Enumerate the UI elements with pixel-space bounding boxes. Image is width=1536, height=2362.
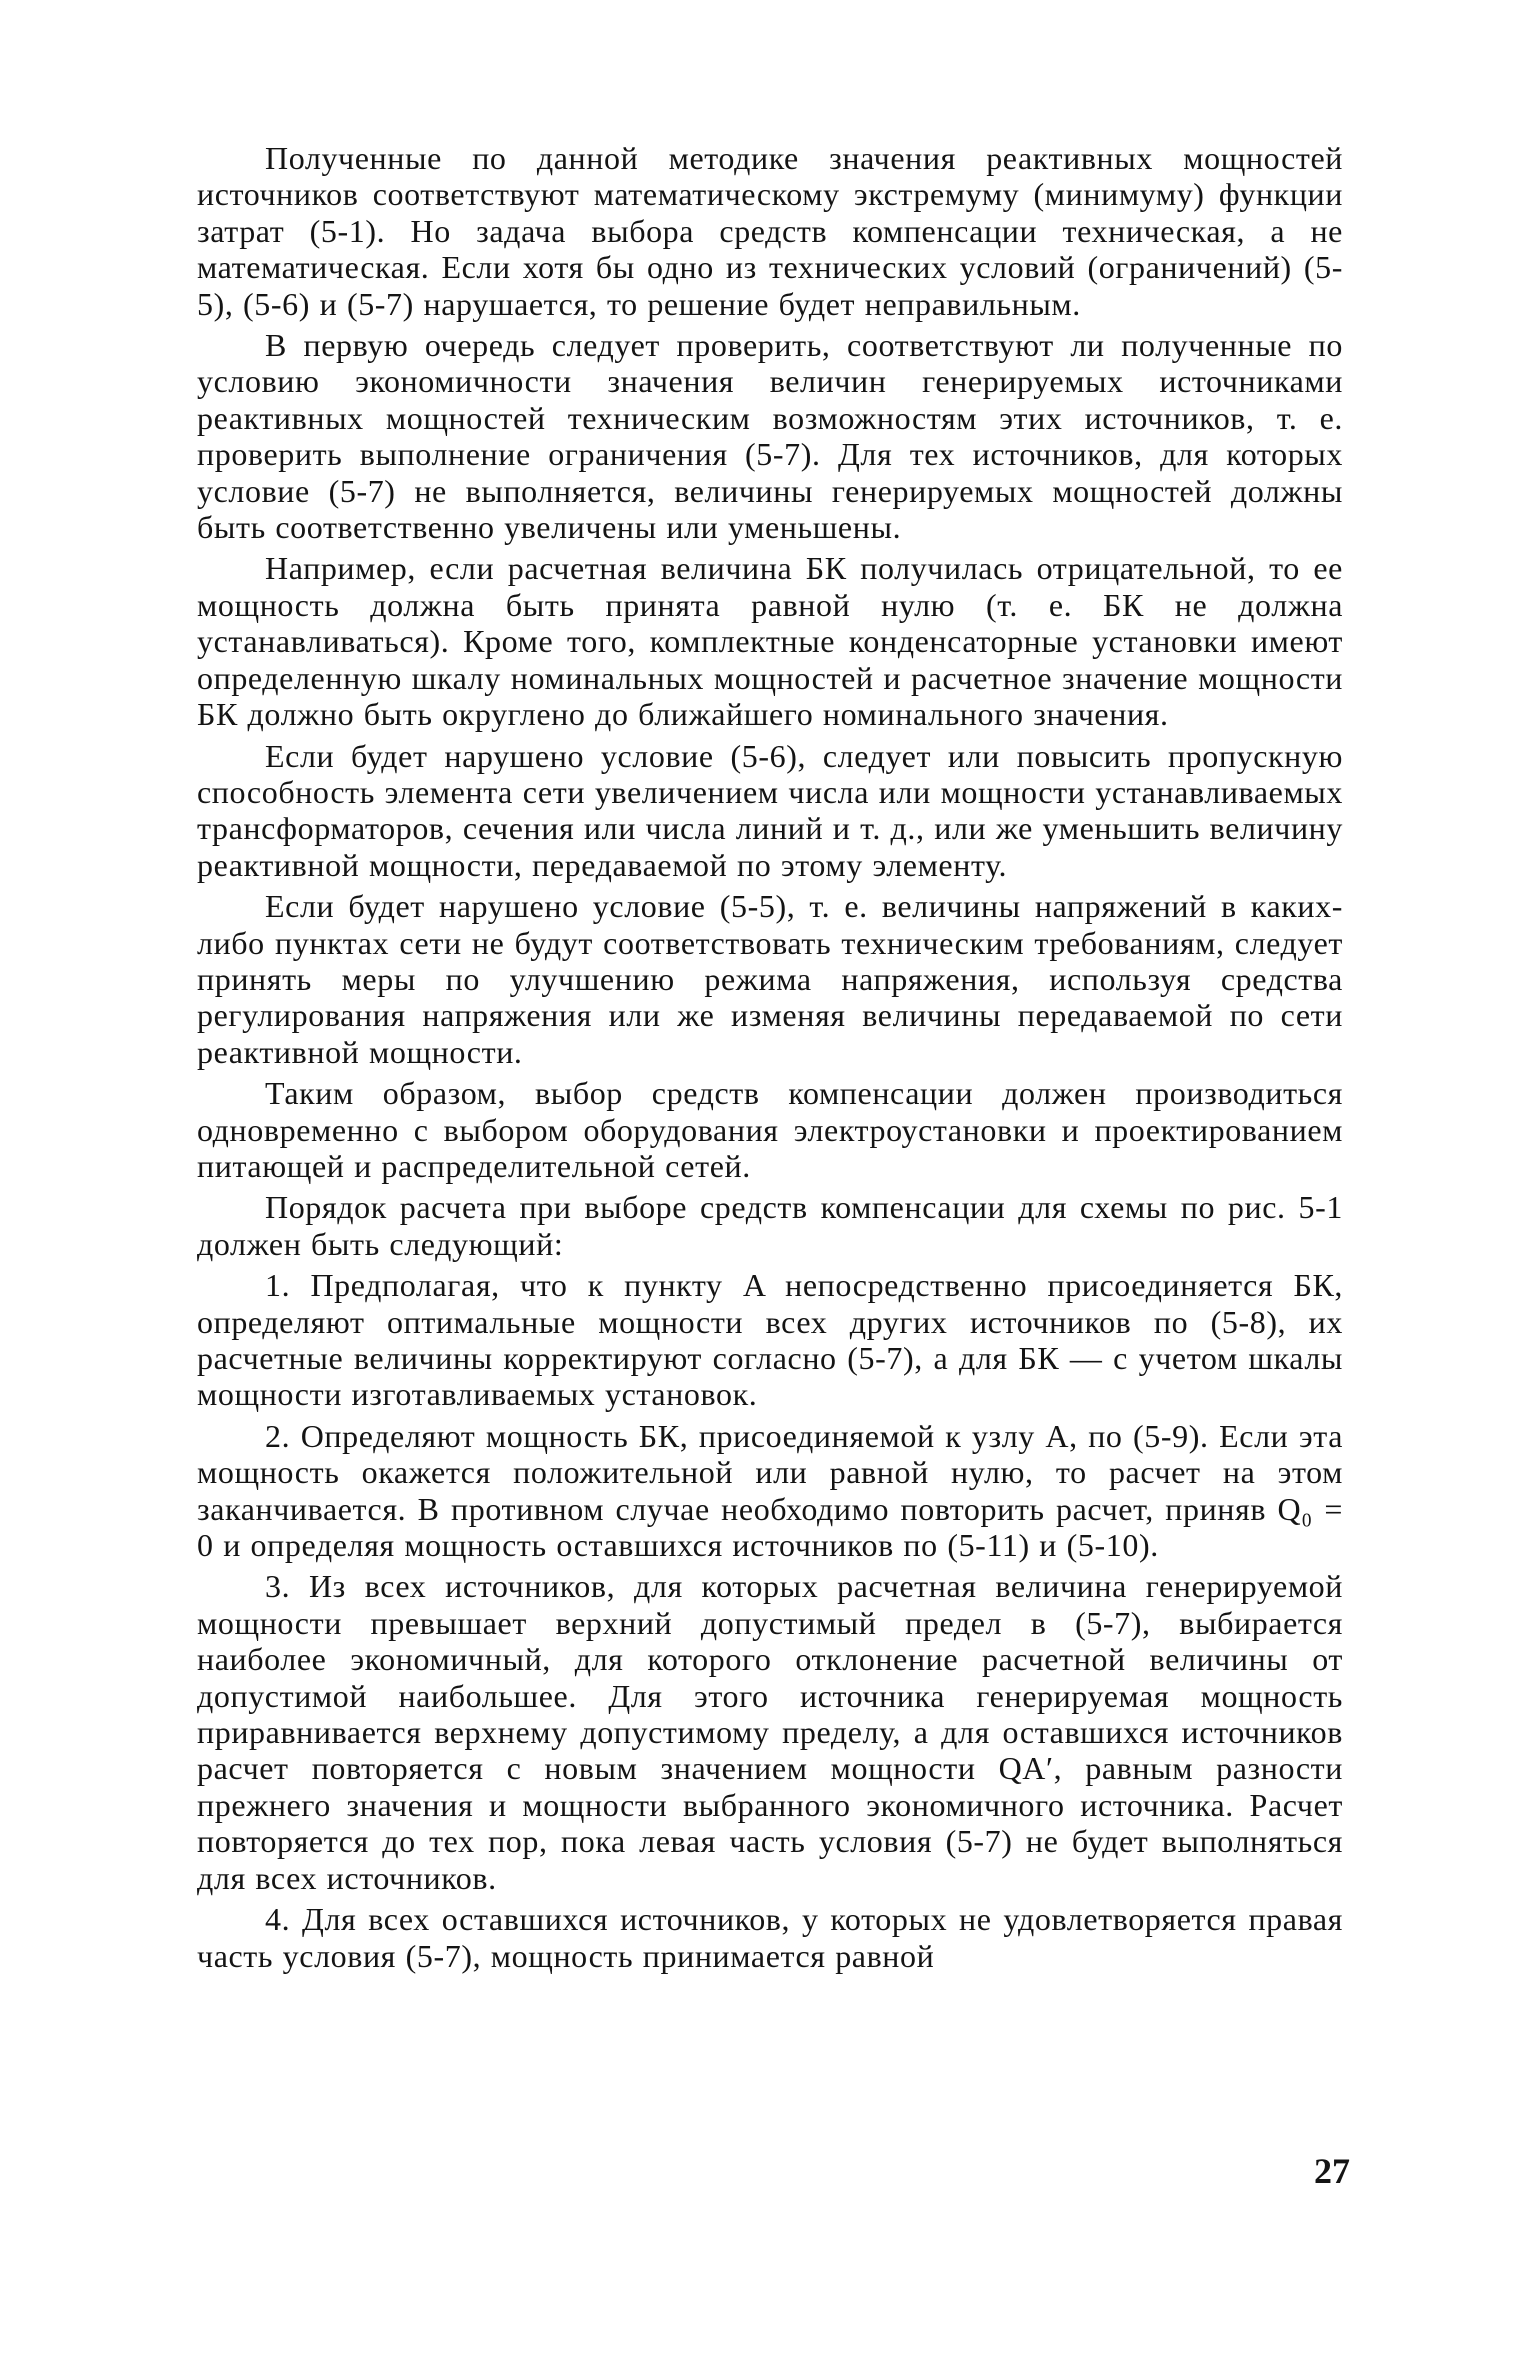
paragraph: Если будет нарушено условие (5-6), следует или повысить пропускную способность элемента сети увеличением числа или мощности устанавливаемых трансформаторов, сечения или числа линий и т. д., или же уменьшить величину реактивной мощности, передаваемой по этому элементу. — [197, 737, 1343, 883]
paragraph: Если будет нарушено условие (5-5), т. е. величины напряжений в каких-либо пунктах сети не будут соответствовать техническим требованиям, следует принять меры по улучшению режима напряжения, используя средства регулирования напряжения или же изменяя величины передаваемой по сети реактивной мощности. — [197, 888, 1343, 1070]
list-item: 4. Для всех оставшихся источников, у которых не удовлетворяется правая часть условия (5-7), мощность принимается равной — [197, 1901, 1343, 1974]
paragraph: Например, если расчетная величина БК получилась отрицательной, то ее мощность должна быть принята равной нулю (т. е. БК не должна устанавливаться). Кроме того, комплектные конденсаторные установки имеют определенную шкалу номинальных мощностей и расчетное значение мощности БК должно быть округлено до ближайшего номинального значения. — [197, 550, 1343, 733]
page-body — [197, 140, 1343, 1979]
list-item: 2. Определяют мощность БК, присоединяемой к узлу A, по (5-9). Если эта мощность окажется положительной или равной нулю, то расчет на этом заканчивается. В противном случае необходимо повторить расчет, приняв Q₀ = 0 и определяя мощность оставшихся источников по (5-11) и (5-10). — [197, 1417, 1343, 1564]
paragraph: Таким образом, выбор средств компенсации должен производиться одновременно с выбором оборудования электроустановки и проектированием питающей и распределительной сетей. — [197, 1075, 1343, 1184]
page-number: 27 — [1314, 2151, 1350, 2191]
list-item: 1. Предполагая, что к пункту A непосредственно присоединяется БК, определяют оптимальные мощности всех других источников по (5-8), их расчетные величины корректируют согласно (5-7), а для БК — с учетом шкалы мощности изготавливаемых установок. — [197, 1267, 1343, 1413]
paragraph: В первую очередь следует проверить, соответствуют ли полученные по условию экономичности значения величин генерируемых источниками реактивных мощностей техническим возможностям этих источников, т. е. проверить выполнение ограничения (5-7). Для тех источников, для которых условие (5-7) не выполняется, величины генерируемых мощностей должны быть соответственно увеличены или уменьшены. — [197, 327, 1343, 546]
list-item: 3. Из всех источников, для которых расчетная величина генерируемой мощности превышает верхний допустимый предел в (5-7), выбирается наиболее экономичный, для которого отклонение расчетной величины от допустимой наибольшее. Для этого источника генерируемая мощность приравнивается верхнему допустимому пределу, а для оставшихся источников расчет повторяется с новым значением мощности QA′, равным разности прежнего значения и мощности выбранного экономичного источника. Расчет повторяется до тех пор, пока левая часть условия (5-7) не будет выполняться для всех источников. — [197, 1568, 1343, 1896]
paragraph: Полученные по данной методике значения реактивных мощностей источников соответствуют математическому экстремуму (минимуму) функции затрат (5-1). Но задача выбора средств компенсации техническая, а не математическая. Если хотя бы одно из технических условий (ограничений) (5-5), (5-6) и (5-7) нарушается, то решение будет неправильным. — [197, 140, 1343, 322]
paragraph: Порядок расчета при выборе средств компенсации для схемы по рис. 5-1 должен быть следующий: — [197, 1189, 1343, 1262]
